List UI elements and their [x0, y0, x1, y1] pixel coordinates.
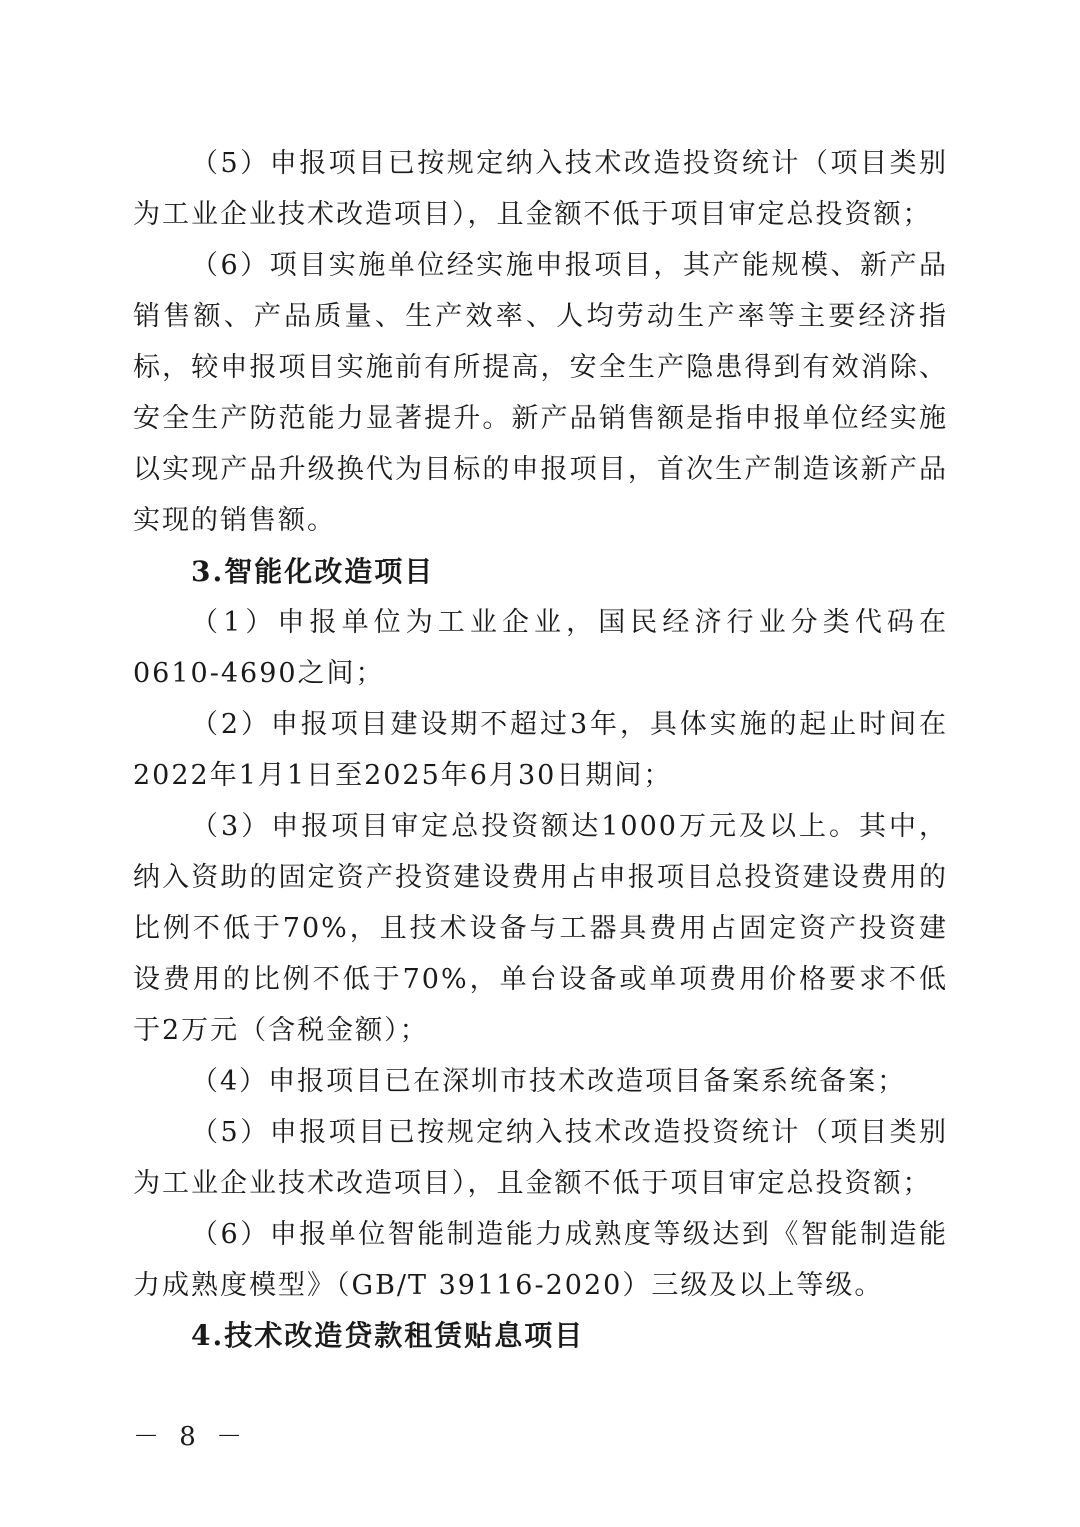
- paragraph-s3-item-4: （4）申报项目已在深圳市技术改造项目备案系统备案；: [191, 1066, 907, 1097]
- paragraph-s3-item-3: （3）申报项目审定总投资额达1000万元及以上。其中，纳入资助的固定资产投资建设费用占申报项目总投资建设费用的比例不低于70%，且技术设备与工器具费用占固定资产投资建设费用的比例不低于70%，单台设备或单项费用价格要求不低于2万元（含税金额）；: [133, 811, 948, 1046]
- section-heading-4: 4.技术改造贷款租赁贴息项目: [191, 1319, 585, 1352]
- page-number: － 8 －: [133, 1422, 249, 1452]
- paragraph-s3-item-5: （5）申报项目已按规定纳入技术改造投资统计（项目类别为工业企业技术改造项目），且金额不低于项目审定总投资额；: [133, 1117, 948, 1199]
- paragraph-s2-item-5: （5）申报项目已按规定纳入技术改造投资统计（项目类别为工业企业技术改造项目），且金额不低于项目审定总投资额；: [133, 148, 948, 230]
- section-heading-3: 3.智能化改造项目: [191, 555, 435, 588]
- paragraph-s3-item-6: （6）申报单位智能制造能力成熟度等级达到《智能制造能力成熟度模型》（GB/T 39116-2020）三级及以上等级。: [133, 1219, 948, 1301]
- paragraph-s3-item-2: （2）申报项目建设期不超过3年，具体实施的起止时间在2022年1月1日至2025年6月30日期间；: [133, 709, 948, 791]
- paragraph-s2-item-6: （6）项目实施单位经实施申报项目，其产能规模、新产品销售额、产品质量、生产效率、人均劳动生产率等主要经济指标，较申报项目实施前有所提高，安全生产隐患得到有效消除、安全生产防范能力显著提升。新产品销售额是指申报单位经实施以实现产品升级换代为目标的申报项目，首次生产制造该新产品实现的销售额。: [133, 250, 948, 536]
- paragraph-s3-item-1: （1）申报单位为工业企业，国民经济行业分类代码在0610-4690之间；: [133, 607, 948, 689]
